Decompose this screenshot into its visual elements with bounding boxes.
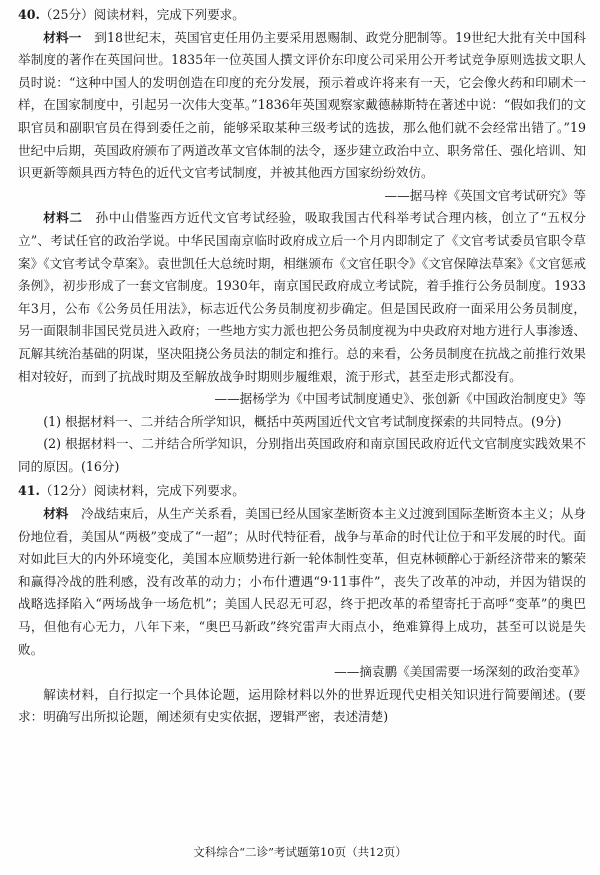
material-2-text: 孙中山借鉴西方近代文官考试经验，吸取我国古代科举考试合理内核，创立了“五权分立”、考试任官的政治学说。中华民国南京临时政府成立后一个月内即制定了《文官考试委员官职令草案》《文官考试令草案》。袁世凯任大总统时期，相继颁布《文官任职令》《文官保障法草案》《文官惩戒条例》，初步形成了一套文官制度。1930年，南京国民政府成立考试院，着手推行公务员制度。1933年3月，公布《公务员任用法》，标志近代公务员制度初步确定。但是国民政府一面采用公务员制度，另一面限制非国民党员进入政府；一些地方实力派也把公务员制度视为中央政府对地方进行人事渗透、瓦解其统治基础的阴谋，坚决阻挠公务员法的制定和推行。总的来看，公务员制度在抗战之前推行效果相对较好，而到了抗战时期及至解放战争时期则步履维艰，流于形式，甚至走形式都没有。 [18, 210, 587, 384]
question-41-number: 41. [18, 483, 40, 499]
question-41-instruction: 阅读材料，完成下列要求。 [93, 483, 245, 499]
material-41 [18, 503, 586, 661]
material-2-label: 材料二 [43, 210, 83, 226]
material-1 [18, 27, 586, 185]
question-41-header [18, 480, 586, 503]
material-1-text: 到18世纪末，英国官吏任用仍主要采用恩赐制、政党分肥制等。19世纪大批有关中国科举制度的著作在英国问世。1835年一位英国人撰文评价东印度公司采用公开考试竞争原则选拔文职人员时说：“这种中国人的发明创造在印度的充分发展，预示着或许将来有一天，它会像火药和印刷术一样，在国家制度中，引起另一次伟大变革。”1836年英国观察家戴德赫斯特在著述中说：“假如我们的文职官员和副职官员在得到委任之前，能够采取某种三级考试的选拔，那么他们就不会经常出错了。”19世纪中后期，英国政府颁布了两道改革文官体制的法令，逐步建立政治中立、职务常任、强化培训、知识更新等颇具西方特色的近代文官考试制度，并被其他西方国家纷纷效仿。 [18, 29, 586, 181]
question-40-part-2: (2) 根据材料一、二并结合所学知识，分别指出英国政府和南京国民政府近代文官制度实践效果不同的原因。(16分) [18, 436, 586, 474]
question-40-number: 40. [18, 7, 40, 22]
question-41-task: 解读材料，自行拟定一个具体论题，运用除材料以外的世界近现代史相关知识进行简要阐述。(要求：明确写出所拟论题，阐述须有史实依据，逻辑严密，表述清楚) [18, 686, 586, 725]
material-41-label: 材料 [43, 506, 69, 522]
material-2 [18, 207, 586, 388]
page-footer: 文科综合“二诊”考试题第10页（共12页） [193, 845, 407, 859]
material-1-source: ——据马梓《英国文官考试研究》等 [384, 187, 586, 203]
exam-page [18, 4, 586, 729]
question-40-part-1: (1) 根据材料一、二并结合所学知识，概括中英两国近代文官考试制度探索的共同特点。(9分) [43, 413, 562, 429]
question-40-points: （25分） [39, 7, 94, 22]
question-40-instruction: 阅读材料，完成下列要求。 [93, 7, 245, 22]
material-1-label: 材料一 [43, 29, 82, 45]
material-2-source: ——据杨学为《中国考试制度通史》、张创新《中国政治制度史》等 [214, 391, 586, 407]
material-41-source: ——摘袁鹏《美国需要一场深刻的政治变革》 [334, 664, 586, 680]
question-41-points: （12分） [39, 483, 94, 499]
material-41-text: 冷战结束后，从生产关系看，美国已经从国家垄断资本主义过渡到国际垄断资本主义；从身份地位看，美国从“两极”变成了“一超”；从时代特征看，战争与革命的时代让位于和平发展的时代。面对如此巨大的内外环境变化，美国本应顺势进行新一轮体制性变革，但克林顿醉心于新经济带来的繁荣和赢得冷战的胜利感，没有改革的动力；小布什遭遇“9·11事件”，丧失了改革的冲动，并因为错误的战略选择陷入“两场战争一场危机”；美国人民忍无可忍，终于把改革的希望寄托于高呼“变革”的奥巴马，但他有心无力，八年下来，“奥巴马新政”终究雷声大雨点小，绝难算得上成功，甚至可以说是失败。 [18, 506, 587, 657]
question-40-header [18, 4, 586, 27]
